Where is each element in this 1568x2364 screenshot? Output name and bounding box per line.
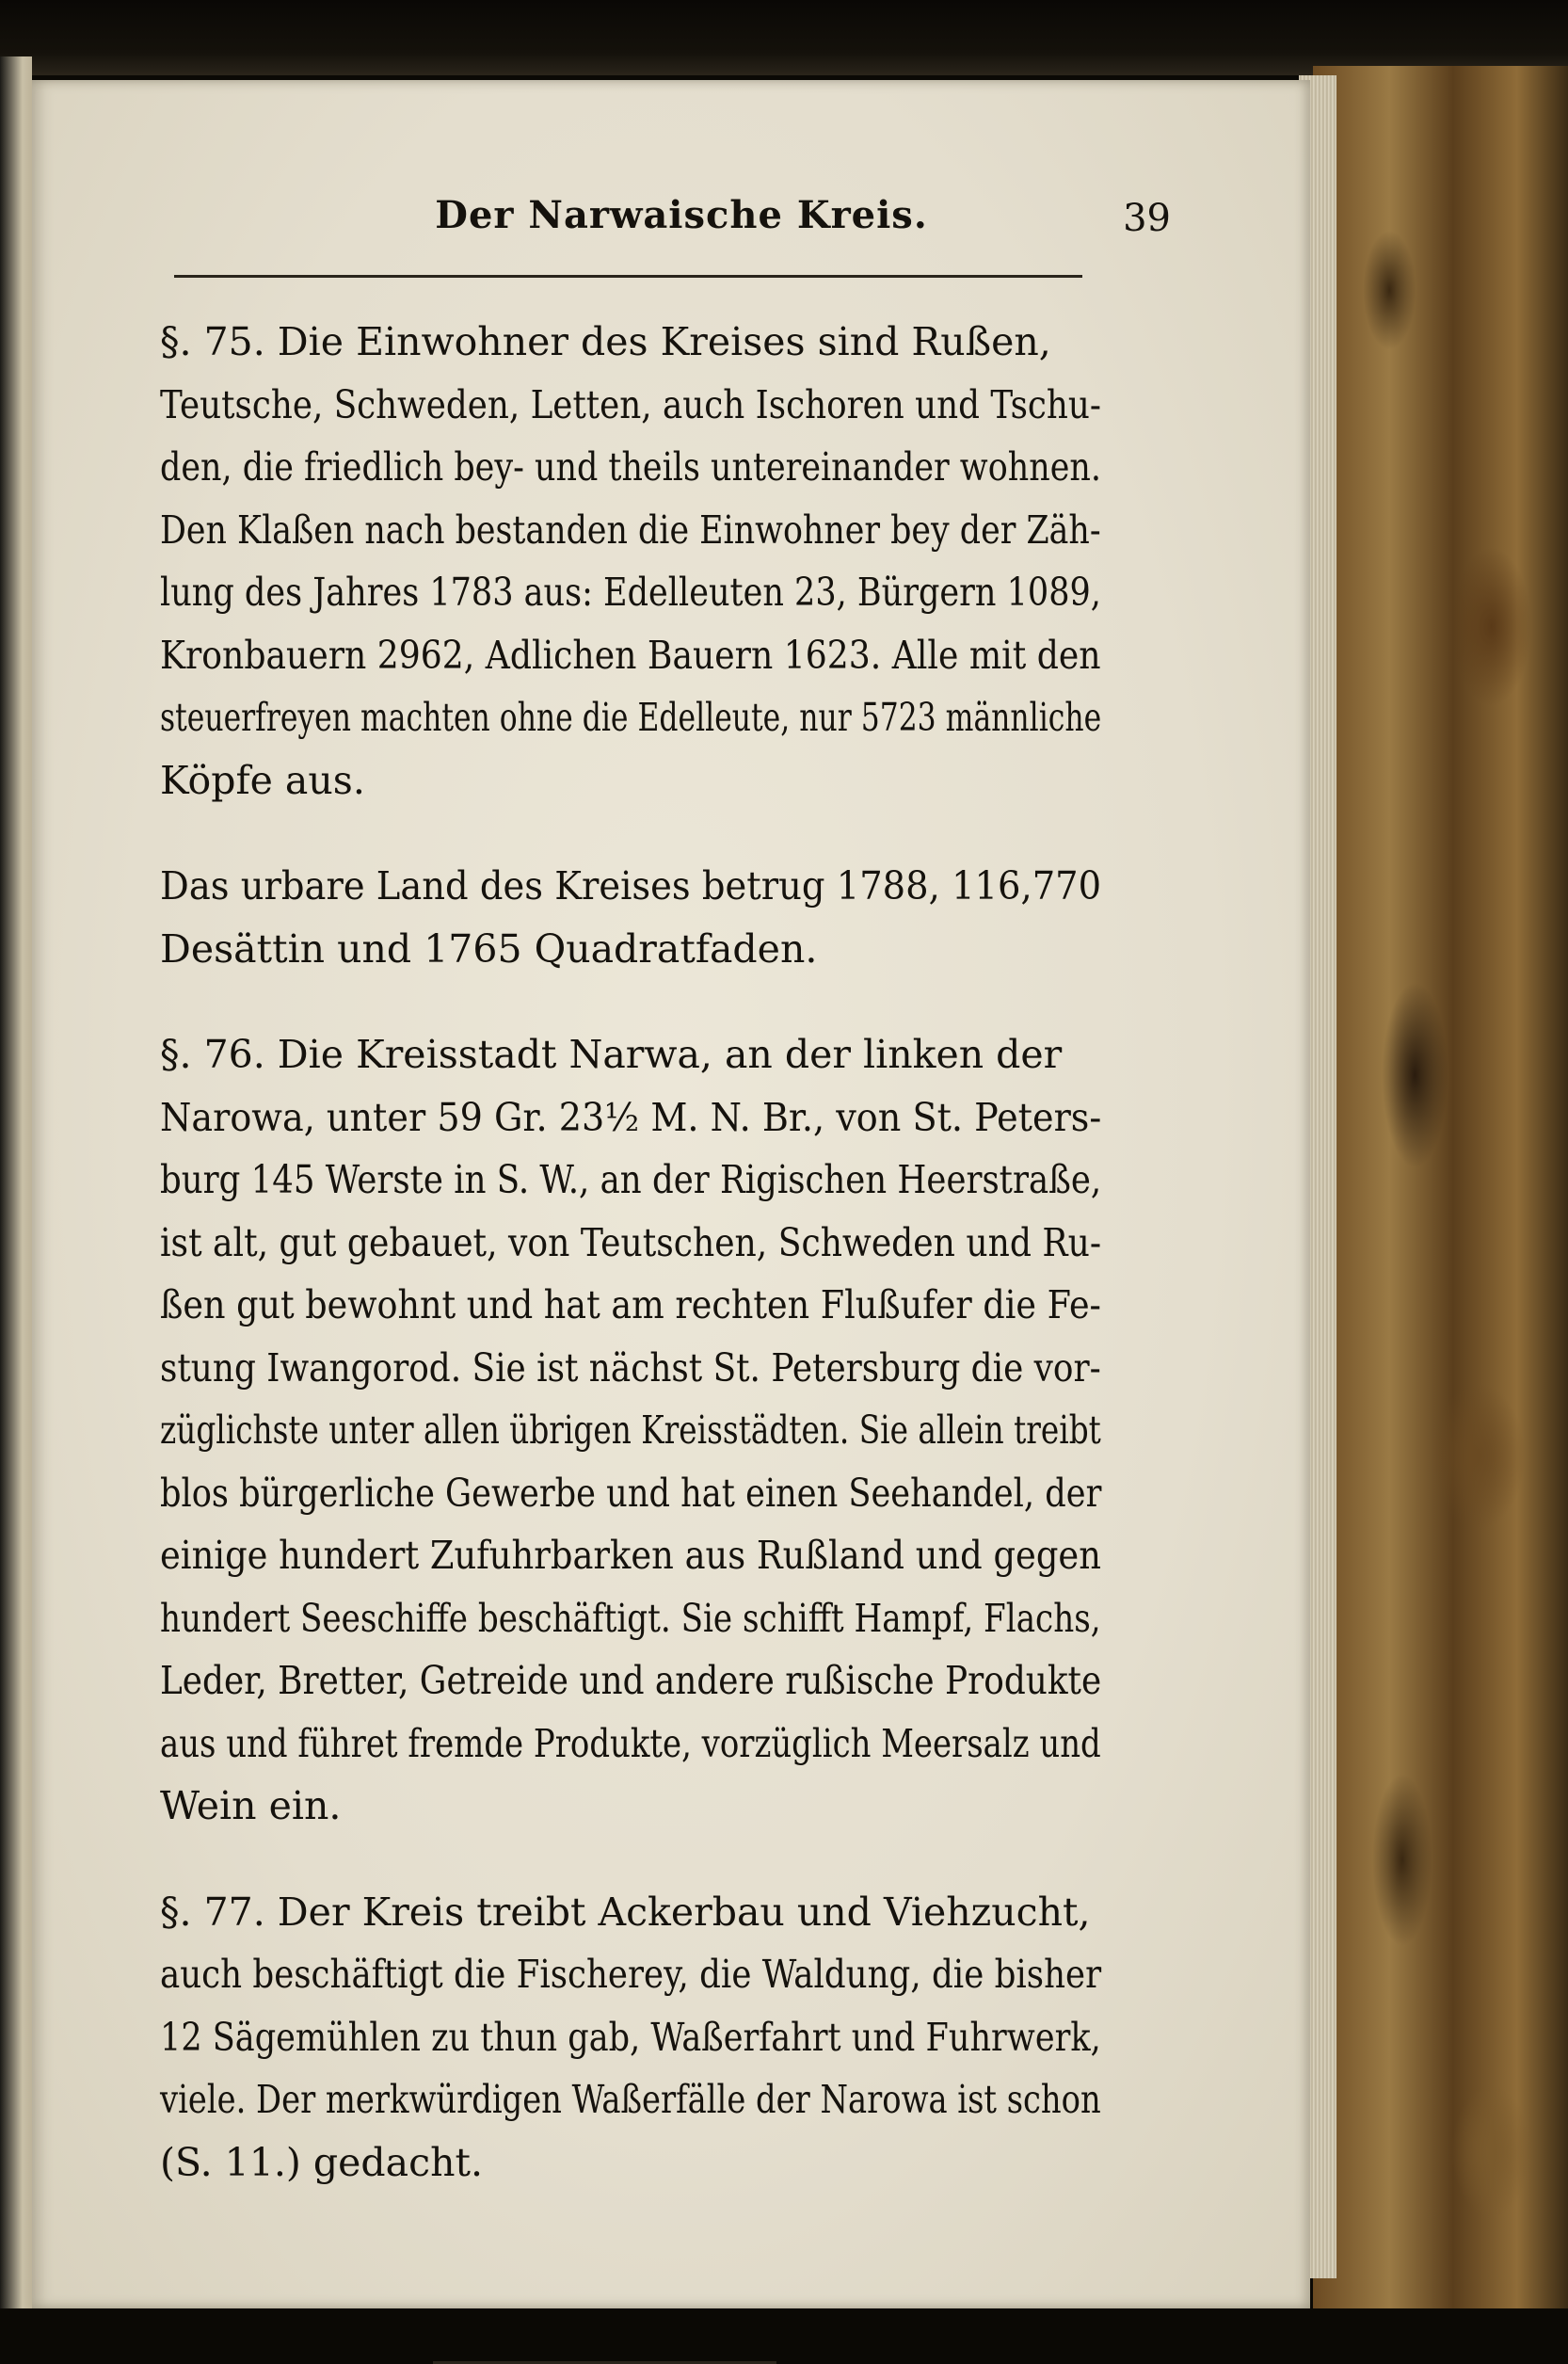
text-line: ßen gut bewohnt und hat am rechten Flußufer die Fe- [160,1282,1101,1327]
text-line: §. 77. Der Kreis treibt Ackerbau und Viehzucht, [160,1889,1091,1935]
text-line: stung Iwangorod. Sie ist nächst St. Petersburg die vor- [160,1344,1101,1391]
text-line: §. 76. Die Kreisstadt Narwa, an der linken der [160,1032,1063,1077]
text-line: Leder, Bretter, Getreide und andere rußische Produkte [160,1658,1102,1703]
text-line: blos bürgerliche Gewerbe und hat einen Seehandel, der [160,1470,1102,1516]
text-line: Kronbauern 2962, Adlichen Bauern 1623. Alle mit den [160,632,1101,678]
text-line: viele. Der merkwürdigen Waßerfälle der Narowa ist schon [160,2077,1101,2122]
text-line: 12 Sägemühlen zu thun gab, Waßerfahrt und Fuhrwerk, [160,2014,1101,2060]
page-number: 39 [1123,197,1171,240]
text-line: züglichste unter allen übrigen Kreisstädten. Sie allein treibt [160,1407,1101,1453]
text-line: Teutsche, Schweden, Letten, auch Ischoren und Tschu- [160,381,1101,427]
text-line: auch beschäftigt die Fischerey, die Waldung, die bisher [160,1952,1102,1997]
text-line: Desättin und 1765 Quadratfaden. [160,925,818,972]
text-line: Narowa, unter 59 Gr. 23½ M. N. Br., von St. Peters- [160,1094,1102,1140]
text-line: einige hundert Zufuhrbarken aus Rußland und gegen [160,1533,1101,1578]
facing-page-edge [0,56,32,2308]
text-line: Den Klaßen nach bestanden die Einwohner bey der Zäh- [160,507,1101,553]
marbled-cover [1313,66,1568,2308]
text-line: Köpfe aus. [160,757,365,803]
text-line: lung des Jahres 1783 aus: Edelleuten 23, Bürgern 1089, [160,570,1101,615]
text-line: Wein ein. [160,1783,342,1828]
paragraph [160,855,1101,980]
header-rule [174,275,1082,278]
paragraph [160,1881,1101,2195]
text-line: ist alt, gut gebauet, von Teutschen, Schweden und Ru- [160,1219,1102,1265]
text-line: den, die friedlich bey- und theils untereinander wohnen. [160,444,1101,490]
text-line: (S. 11.) gedacht. [160,2139,483,2185]
text-line: aus und führet fremde Produkte, vorzüglich Meersalz und [160,1720,1101,1766]
page-header [192,193,1171,268]
running-head: Der Narwaische Kreis. [435,193,928,237]
text-line: steuerfreyen machten ohne die Edelleute, nur 5723 männliche [160,695,1102,740]
text-line: Das urbare Land des Kreises betrug 1788, 116,770 [160,863,1102,909]
paragraph [160,1023,1101,1838]
paragraph [160,311,1101,812]
text-block [160,311,1101,2237]
text-line: §. 75. Die Einwohner des Kreises sind Rußen, [160,319,1051,364]
text-line: burg 145 Werste in S. W., an der Rigischen Heerstraße, [160,1157,1102,1202]
text-line: hundert Seeschiffe beschäftigt. Sie schifft Hampf, Flachs, [160,1595,1101,1641]
book-top-shadow [0,0,1568,75]
